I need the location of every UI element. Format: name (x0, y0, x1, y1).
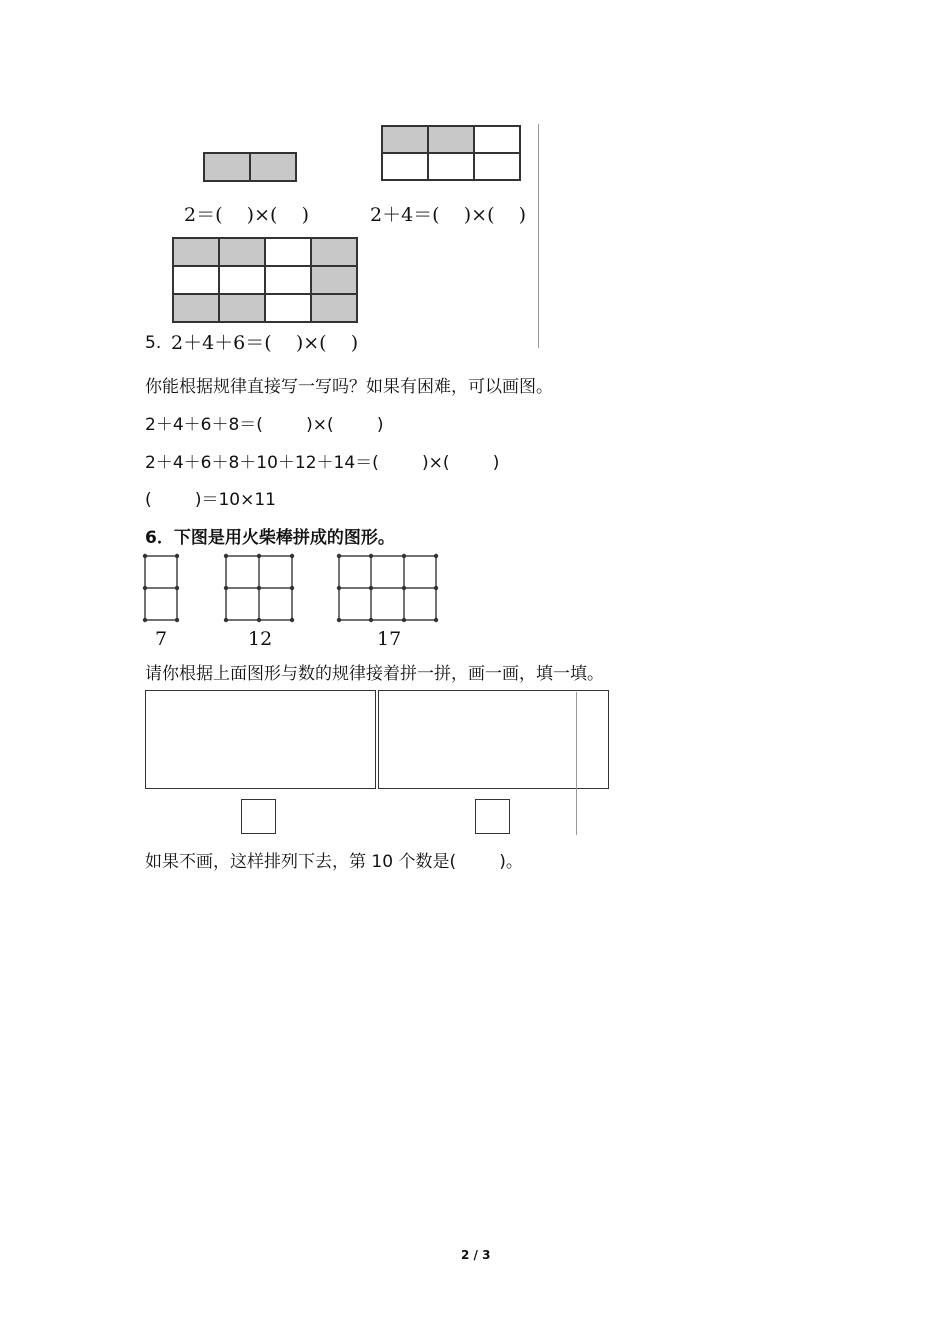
q5-line-2: 2＋4＋6＋8＋10＋12＋14＝( )×( ) (145, 453, 500, 473)
figure-label-3: 17 (377, 628, 402, 650)
q5-line-3: ( )＝10×11 (145, 490, 277, 510)
q6-footer: 如果不画，这样排列下去，第 10 个数是( )。 (145, 852, 523, 872)
answer-box-2[interactable] (475, 799, 510, 834)
scan-edge-line (538, 124, 539, 348)
matchstick-figure-1 (145, 556, 177, 620)
q5-equation-1: 2＝( )×( ) (184, 204, 309, 226)
page-number: 2 / 3 (461, 1248, 491, 1262)
figure-label-1: 7 (155, 628, 168, 650)
answer-box-1[interactable] (241, 799, 276, 834)
scan-edge-line (576, 692, 577, 835)
q5-number: 5. (145, 333, 162, 353)
q6-title: 6．下图是用火柴棒拼成的图形。 (145, 528, 395, 548)
matchstick-figure-3 (339, 556, 436, 620)
q5-equation-3: 2＋4＋6＝( )×( ) (171, 332, 359, 354)
figure-label-2: 12 (248, 628, 273, 650)
q5-equation-2: 2＋4＝( )×( ) (370, 204, 527, 226)
drawing-area-1[interactable] (145, 690, 376, 789)
matchstick-figures (135, 548, 455, 628)
q6-prompt: 请你根据上面图形与数的规律接着拼一拼，画一画，填一填。 (145, 664, 604, 684)
q5-prompt: 你能根据规律直接写一写吗？如果有困难，可以画图。 (145, 377, 553, 397)
q5-line-1: 2＋4＋6＋8＝( )×( ) (145, 415, 384, 435)
drawing-area-2[interactable] (378, 690, 609, 789)
